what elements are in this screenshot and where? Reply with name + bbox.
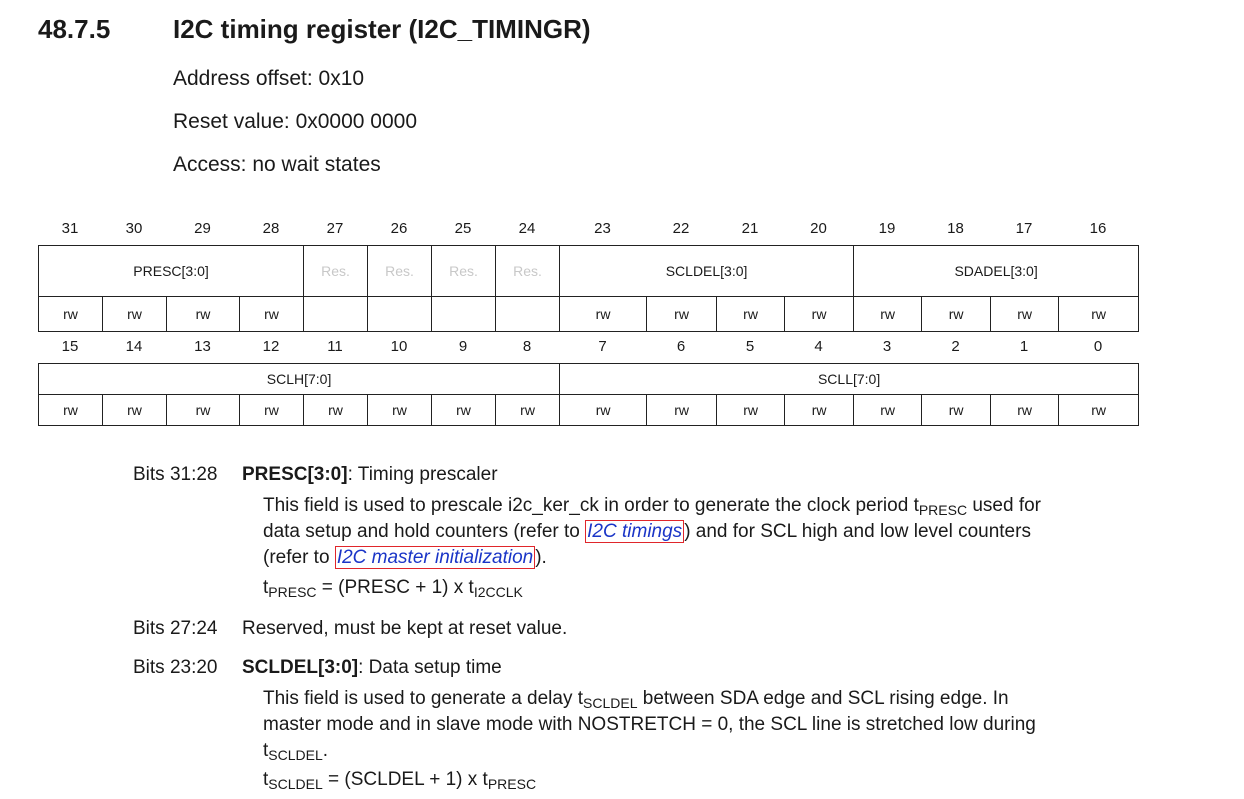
presc-formula-mid: = (PRESC + 1) x t (316, 577, 474, 598)
scldel-heading (242, 657, 502, 679)
bit-number: 1 (1019, 338, 1029, 355)
bit-number: 25 (454, 220, 472, 237)
register-field: SDADEL[3:0] (854, 246, 1139, 297)
access-cell (496, 297, 560, 332)
access-cell (432, 297, 496, 332)
bit-number: 10 (390, 338, 408, 355)
register-lower-table (38, 363, 1139, 426)
access-cell: rw (103, 297, 167, 332)
presc-summary: : Timing prescaler (347, 464, 498, 485)
access-cell: rw (647, 297, 717, 332)
bit-number: 4 (814, 338, 823, 355)
access-cell: rw (368, 395, 432, 426)
bit-number: 27 (326, 220, 344, 237)
presc-l1-sub: PRESC (918, 502, 968, 518)
access-cell: rw (167, 297, 240, 332)
reserved-bits: Bits 27:24 (133, 618, 218, 639)
access-cell: rw (647, 395, 717, 426)
access-cell: rw (240, 395, 304, 426)
bit-number: 22 (672, 220, 690, 237)
bit-number: 5 (745, 338, 755, 355)
bit-number: 12 (262, 338, 280, 355)
access-cell: rw (785, 297, 854, 332)
bit-number: 15 (61, 338, 79, 355)
bit-number: 17 (1015, 220, 1033, 237)
scldel-bits: Bits 23:20 (133, 657, 218, 678)
presc-bits: Bits 31:28 (133, 464, 218, 485)
bit-number: 6 (676, 338, 686, 355)
scldel-field-name: SCLDEL[3:0] (242, 657, 359, 678)
presc-formula (263, 577, 523, 599)
scldel-line-2: master mode and in slave mode with NOSTRETCH = 0, the SCL line is stretched low during (263, 714, 1036, 735)
bit-number: 18 (947, 220, 964, 237)
scldel-l3-tail: . (322, 740, 329, 761)
bit-number: 21 (741, 220, 759, 237)
register-upper-table (38, 245, 1139, 332)
access-cell: rw (167, 395, 240, 426)
access-cell: rw (560, 297, 647, 332)
presc-formula-t: t (263, 577, 269, 598)
section-number: 48.7.5 (38, 14, 111, 44)
scldel-formula-sub1: SCLDEL (268, 776, 323, 792)
bit-number: 14 (125, 338, 143, 355)
presc-line-3 (263, 547, 547, 569)
bit-number: 8 (522, 338, 532, 355)
access-cell: rw (1059, 395, 1139, 426)
presc-formula-sub1: PRESC (268, 584, 317, 600)
access-cell: rw (39, 297, 103, 332)
access-cell: rw (991, 395, 1059, 426)
presc-l1-tail: used for (967, 495, 1042, 516)
upper-fields-row (39, 246, 1139, 297)
presc-l1-text: This field is used to prescale i2c_ker_ck in order to generate the clock period t (263, 495, 919, 516)
reserved-field: Res. (368, 246, 432, 297)
bit-number: 26 (390, 220, 408, 237)
bit-number: 9 (458, 338, 468, 355)
address-offset: Address offset: 0x10 (173, 67, 365, 90)
access-cell (368, 297, 432, 332)
access-cell: rw (991, 297, 1059, 332)
bit-number: 13 (194, 338, 211, 355)
bit-number: 16 (1089, 220, 1107, 237)
scldel-formula-mid: = (SCLDEL + 1) x t (322, 769, 488, 790)
access-cell: rw (922, 297, 991, 332)
upper-bit-numbers (38, 220, 1136, 242)
register-field: SCLL[7:0] (560, 364, 1139, 395)
presc-heading (242, 464, 498, 486)
register-field: SCLH[7:0] (39, 364, 560, 395)
i2c-timings-link[interactable]: I2C timings (587, 521, 683, 542)
access-cell: rw (854, 297, 922, 332)
scldel-l1-tail: between SDA edge and SCL rising edge. In (637, 688, 1009, 709)
bit-number: 7 (598, 338, 607, 355)
i2c-master-init-link[interactable]: I2C master initialization (336, 547, 534, 568)
access-cell: rw (432, 395, 496, 426)
lower-fields-row (39, 364, 1139, 395)
scldel-formula (263, 769, 536, 791)
access-cell: rw (39, 395, 103, 426)
bit-number: 0 (1093, 338, 1103, 355)
scldel-l3-sub: SCLDEL (268, 747, 323, 763)
bit-number: 3 (882, 338, 892, 355)
lower-access-row (39, 395, 1139, 426)
access-cell: rw (103, 395, 167, 426)
access-cell: rw (854, 395, 922, 426)
bit-number: 29 (194, 220, 211, 237)
scldel-summary: : Data setup time (358, 657, 502, 678)
presc-l3-tail: ). (535, 547, 547, 568)
presc-l2-text: data setup and hold counters (refer to (263, 521, 586, 542)
upper-access-row (39, 297, 1139, 332)
scldel-l3-t: t (263, 740, 269, 761)
section-title: I2C timing register (I2C_TIMINGR) (173, 14, 591, 44)
presc-l2-tail: ) and for SCL high and low level counters (684, 521, 1031, 542)
access-cell: rw (304, 395, 368, 426)
lower-bit-numbers (38, 338, 1136, 360)
reserved-text: Reserved, must be kept at reset value. (242, 618, 568, 639)
scldel-line-1 (263, 688, 1009, 710)
scldel-l1-text: This field is used to generate a delay t (263, 688, 584, 709)
bit-number: 23 (594, 220, 611, 237)
presc-line-1 (263, 495, 1041, 517)
access-cell: rw (560, 395, 647, 426)
presc-formula-sub2: I2CCLK (473, 584, 523, 600)
access-cell: rw (240, 297, 304, 332)
bit-number: 24 (518, 220, 536, 237)
access-cell: rw (785, 395, 854, 426)
access-cell: rw (717, 395, 785, 426)
presc-field-name: PRESC[3:0] (242, 464, 348, 485)
bit-number: 30 (125, 220, 143, 237)
access-cell: rw (496, 395, 560, 426)
bit-number: 31 (61, 220, 79, 237)
bit-number: 19 (878, 220, 896, 237)
scldel-line-3 (263, 740, 328, 762)
presc-line-2 (263, 521, 1031, 543)
reserved-field: Res. (496, 246, 560, 297)
bit-number: 28 (262, 220, 280, 237)
bit-number: 2 (951, 338, 960, 355)
scldel-l1-sub: SCLDEL (583, 695, 638, 711)
access-info: Access: no wait states (173, 153, 381, 176)
reserved-field: Res. (304, 246, 368, 297)
access-cell: rw (922, 395, 991, 426)
reset-value: Reset value: 0x0000 0000 (173, 110, 418, 133)
register-field: SCLDEL[3:0] (560, 246, 854, 297)
access-cell: rw (717, 297, 785, 332)
access-cell: rw (1059, 297, 1139, 332)
access-cell (304, 297, 368, 332)
bit-number: 11 (327, 338, 343, 355)
bit-number: 20 (810, 220, 827, 237)
scldel-formula-t: t (263, 769, 269, 790)
presc-l3-text: (refer to (263, 547, 335, 568)
register-field: PRESC[3:0] (39, 246, 304, 297)
reserved-field: Res. (432, 246, 496, 297)
scldel-formula-sub2: PRESC (487, 776, 537, 792)
